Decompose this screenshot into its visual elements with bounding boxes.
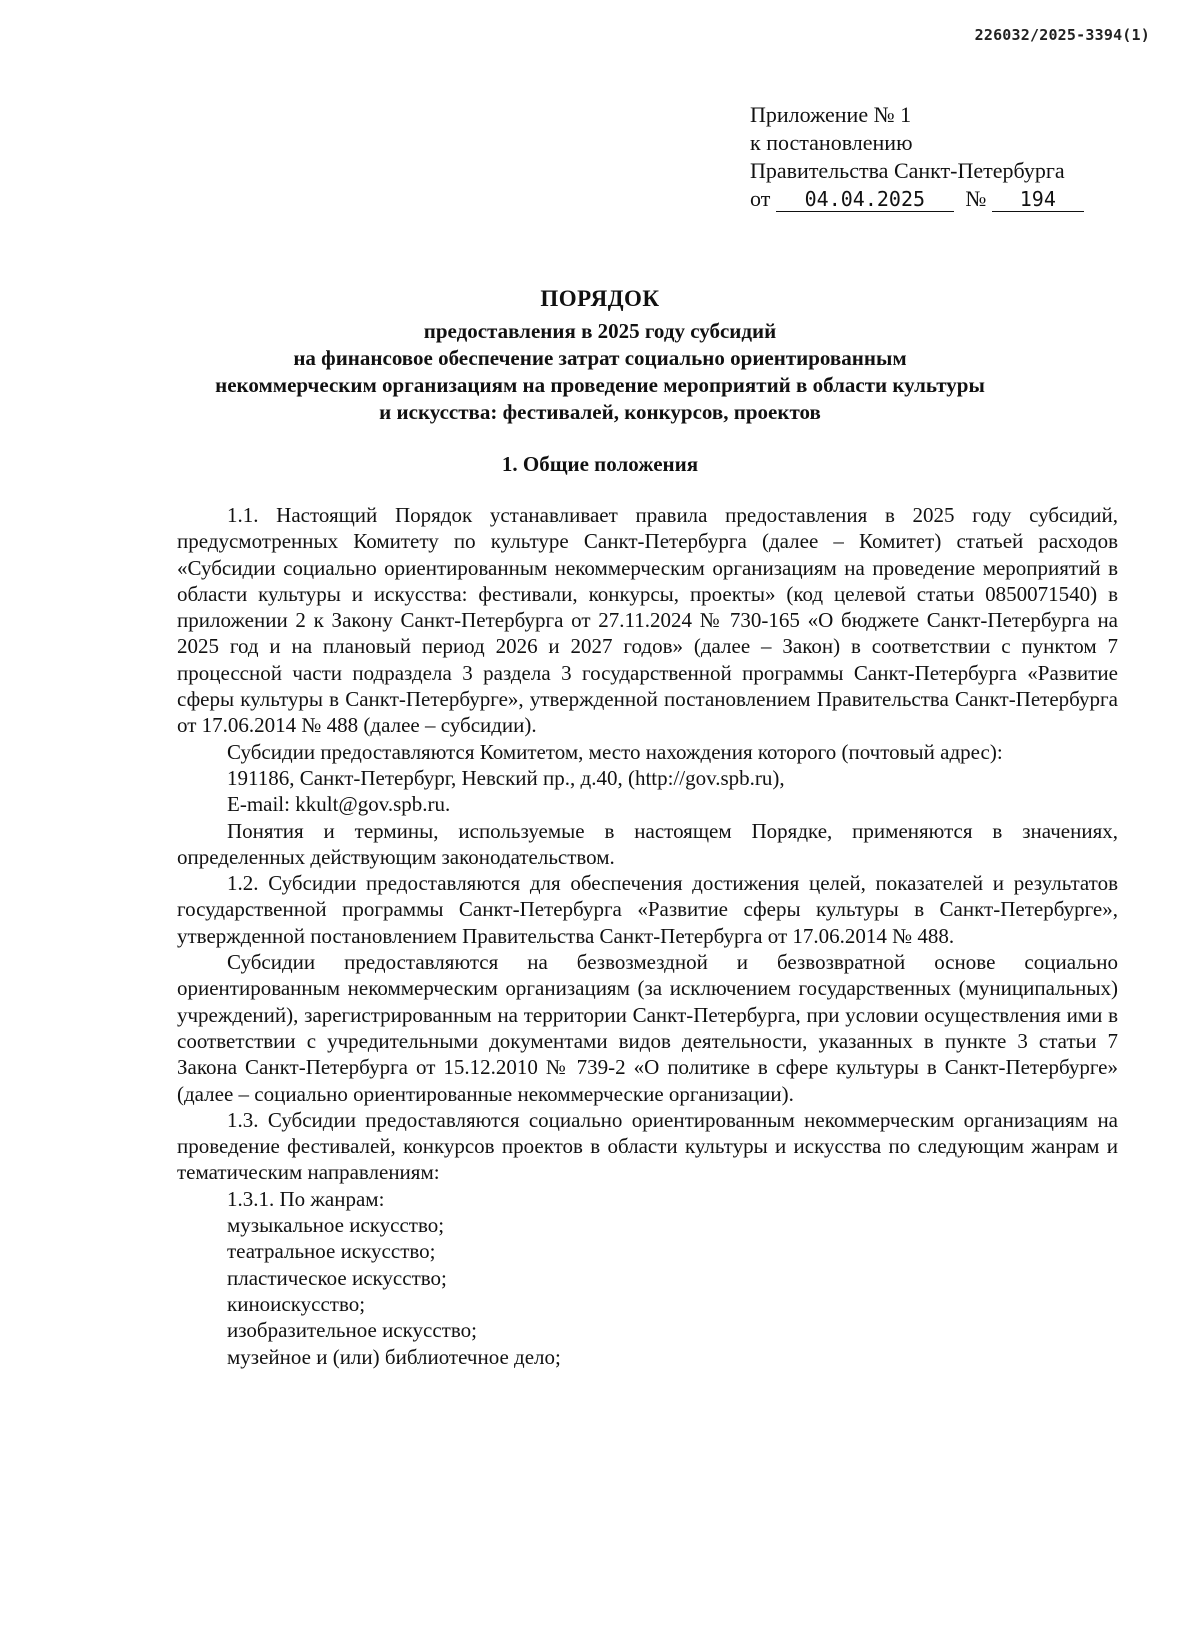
document-registration-number: 226032/2025-3394(1) bbox=[974, 26, 1150, 44]
document-title: ПОРЯДОК bbox=[540, 286, 660, 311]
resolution-number: 194 bbox=[992, 187, 1084, 212]
paragraph-1-3: 1.3. Субсидии предоставляются социально ориентированным некоммерческим организациям на проведение фестивалей, конкурсов проектов в области культуры и искусства по следующим жанрам и тематическим направлениям: bbox=[177, 1107, 1118, 1185]
appendix-line-1: Приложение № 1 bbox=[750, 102, 912, 127]
list-item: киноискусство; bbox=[227, 1291, 366, 1316]
appendix-block bbox=[750, 101, 1084, 213]
subtitle-line-1: предоставления в 2025 году субсидий bbox=[423, 319, 777, 343]
genre-list bbox=[177, 1212, 1118, 1370]
subtitle-line-2: на финансовое обеспечение затрат социально ориентированным bbox=[293, 346, 907, 370]
appendix-line-3: Правительства Санкт-Петербурга bbox=[750, 158, 1065, 183]
appendix-date-line bbox=[750, 185, 1084, 213]
list-item: музейное и (или) библиотечное дело; bbox=[227, 1344, 561, 1369]
list-item: пластическое искусство; bbox=[227, 1265, 447, 1290]
list-item: театральное искусство; bbox=[227, 1239, 436, 1264]
section-heading: 1. Общие положения bbox=[501, 452, 699, 476]
paragraph-1-3-1: 1.3.1. По жанрам: bbox=[227, 1186, 385, 1211]
list-item: музыкальное искусство; bbox=[227, 1213, 445, 1238]
email-line: E-mail: kkult@gov.spb.ru. bbox=[227, 792, 451, 817]
paragraph-basis: Субсидии предоставляются на безвозмездной и безвозвратной основе социально ориентированным некоммерческим организациям (за исключением государственных (муниципальных) учреждений), зарегистрированным на территории Санкт-Петербурга, при условии осуществления ими в соответствии с учредительными документами видов деятельности, указанных в пункте 3 статьи 7 Закона Санкт-Петербурга от 15.12.2010 № 739-2 «О политике в сфере культуры в Санкт-Петербурге» (далее – социально ориентированные некоммерческие организации). bbox=[177, 950, 1118, 1106]
paragraph-1-1: 1.1. Настоящий Порядок устанавливает правила предоставления в 2025 году субсидий, предусмотренных Комитету по культуре Санкт-Петербурга (далее – Комитет) статьей расходов «Субсидии социально ориентированным некоммерческим организациям на проведение мероприятий в области культуры и искусства: фестивали, конкурсы, проекты» (код целевой статьи 0850071540) в приложении 2 к Закону Санкт-Петербурга от 27.11.2024 № 730-165 «О бюджете Санкт-Петербурга на 2025 год и на плановый период 2026 и 2027 годов» (далее – Закон) в соответствии с пунктом 7 процессной части подраздела 3 раздела 3 государственной программы Санкт-Петербурга «Развитие сферы культуры в Санкт-Петербурге», утвержденной постановлением Правительства Санкт-Петербурга от 17.06.2014 № 488 (далее – субсидии). bbox=[177, 503, 1118, 738]
number-label: № bbox=[965, 186, 987, 211]
paragraph-location: Субсидии предоставляются Комитетом, место нахождения которого (почтовый адрес): bbox=[227, 739, 1003, 764]
resolution-date: 04.04.2025 bbox=[776, 187, 954, 212]
document-body bbox=[177, 502, 1118, 1370]
from-label: от bbox=[750, 186, 771, 211]
list-item: изобразительное искусство; bbox=[227, 1318, 477, 1343]
document-subtitle bbox=[150, 318, 1050, 426]
appendix-line-2: к постановлению bbox=[750, 130, 913, 155]
address-line: 191186, Санкт-Петербург, Невский пр., д.40, (http://gov.spb.ru), bbox=[227, 765, 785, 790]
subtitle-line-3: некоммерческим организациям на проведение мероприятий в области культуры bbox=[215, 373, 985, 397]
subtitle-line-4: и искусства: фестивалей, конкурсов, проектов bbox=[379, 400, 821, 424]
paragraph-1-2: 1.2. Субсидии предоставляются для обеспечения достижения целей, показателей и результатов государственной программы Санкт-Петербурга «Развитие сферы культуры в Санкт-Петербурге», утвержденной постановлением Правительства Санкт-Петербурга от 17.06.2014 № 488. bbox=[177, 871, 1118, 948]
paragraph-terms: Понятия и термины, используемые в настоящем Порядке, применяются в значениях, определенных действующим законодательством. bbox=[177, 818, 1118, 869]
